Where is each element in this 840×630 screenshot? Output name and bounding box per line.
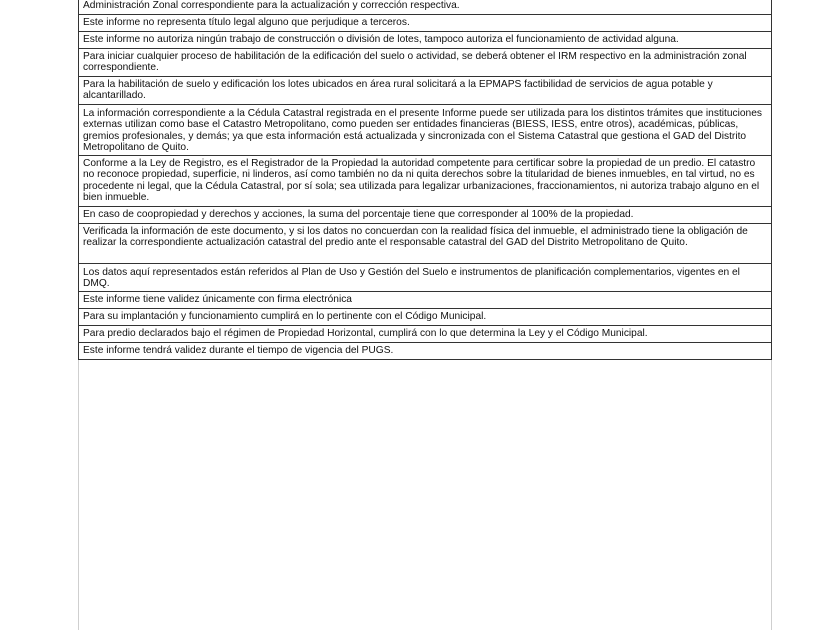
note-row [79,104,772,155]
note-cell: Conforme a la Ley de Registro, es el Registrador de la Propiedad la autoridad competente para certificar sobre la propiedad de un predio. El catastro no reconoce propiedad, superficie, ni linderos, así como también no da ni quita derechos sobre la titularidad de bienes inmuebles, en tal virtud, no es procedente ni legal, que la Cédula Catastral, por sí sola; sea utilizada para legalizar urbanizaciones, fraccionamientos, ni autoriza trabajo alguno en el bien inmueble. [79,155,772,206]
note-cell: Verificada la información de este documento, y si los datos no concuerdan con la realidad física del inmueble, el administrado tiene la obligación de realizar la correspondiente actualización catastral del predio ante el responsable catastral del GAD del Distrito Metropolitano de Quito. [79,223,772,263]
note-row [79,155,772,206]
notes-table [78,0,772,360]
note-row [79,308,772,325]
note-row [79,14,772,31]
note-cell: Para iniciar cualquier proceso de habilitación de la edificación del suelo o actividad, se deberá obtener el IRM respectivo en la administración zonal correspondiente. [79,48,772,76]
note-row [79,31,772,48]
note-row [79,325,772,342]
note-cell: Para su implantación y funcionamiento cumplirá en lo pertinente con el Código Municipal. [79,308,772,325]
note-row [79,206,772,223]
note-cell: Este informe tiene validez únicamente con firma electrónica [79,291,772,308]
note-row [79,342,772,359]
note-cell: La información correspondiente a la Cédula Catastral registrada en el presente Informe puede ser utilizada para los distintos trámites que instituciones externas utilizan como base el Catastro Metropolitano, como pueden ser entidades financieras (BIESS, IESS, entre otros), académicas, públicas, gremios profesionales, y demás; ya que esta información está actualizada y sincronizada con el Sistema Catastral que gestiona el GAD del Distrito Metropolitano de Quito. [79,104,772,155]
note-row [79,48,772,76]
note-row [79,0,772,14]
note-cell: Este informe no autoriza ningún trabajo de construcción o división de lotes, tampoco autoriza el funcionamiento de actividad alguna. [79,31,772,48]
note-cell: Este informe tendrá validez durante el tiempo de vigencia del PUGS. [79,342,772,359]
note-cell: Para predio declarados bajo el régimen de Propiedad Horizontal, cumplirá con lo que determina la Ley y el Código Municipal. [79,325,772,342]
note-cell: Los datos aquí representados están referidos al Plan de Uso y Gestión del Suelo e instrumentos de planificación complementarios, vigentes en el DMQ. [79,263,772,291]
note-cell: Este informe no representa título legal alguno que perjudique a terceros. [79,14,772,31]
note-cell: Administración Zonal correspondiente para la actualización y corrección respectiva. [79,0,772,14]
note-row [79,291,772,308]
note-cell: En caso de coopropiedad y derechos y acciones, la suma del porcentaje tiene que corresponder al 100% de la propiedad. [79,206,772,223]
note-row [79,263,772,291]
note-row [79,223,772,263]
note-row [79,76,772,104]
note-cell: Para la habilitación de suelo y edificación los lotes ubicados en área rural solicitará a la EPMAPS factibilidad de servicios de agua potable y alcantarillado. [79,76,772,104]
